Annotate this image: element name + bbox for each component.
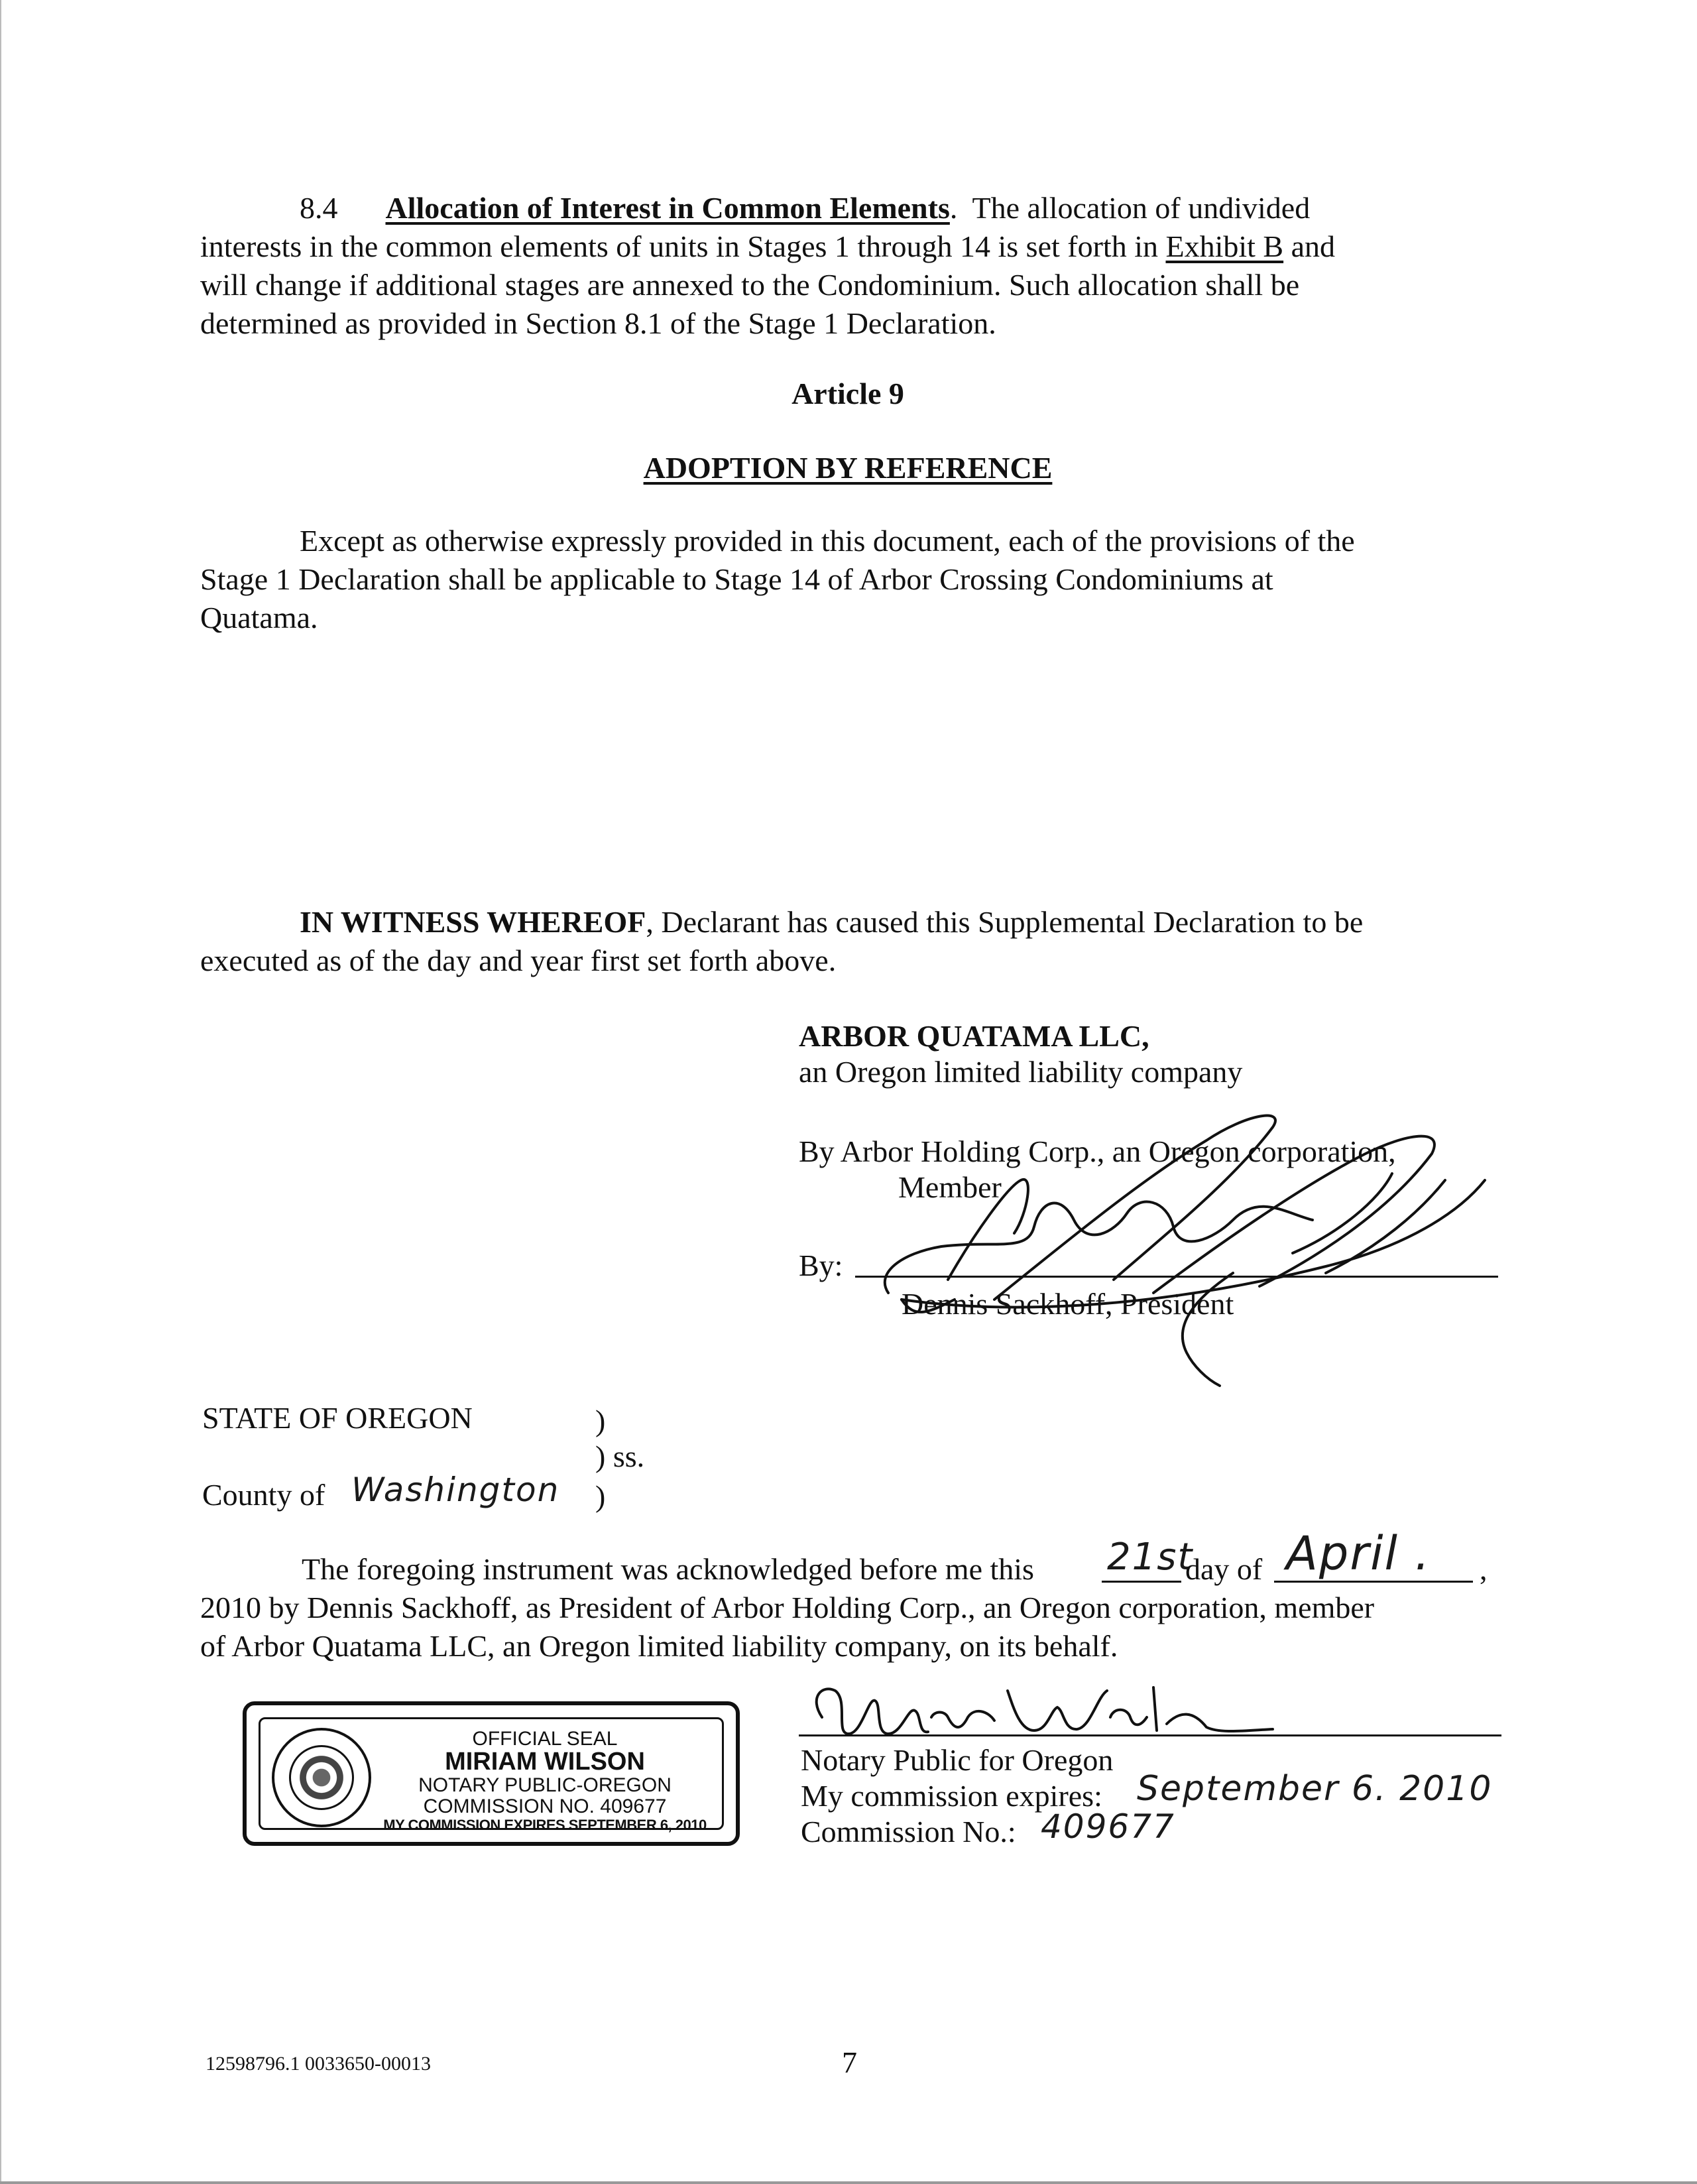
page-number: 7 (842, 2045, 857, 2079)
article-title: Article 9 (791, 377, 904, 410)
ack-line-2: 2010 by Dennis Sackhoff, as President of Arbor Holding Corp., an Oregon corporation, member (200, 1591, 1375, 1624)
section-body-and: and (1291, 229, 1336, 263)
company-description: an Oregon limited liability company (799, 1055, 1243, 1089)
stamp-line-1: OFFICIAL SEAL (472, 1728, 618, 1750)
witness-line-2: executed as of the day and year first set forth above. (200, 943, 837, 977)
section-body-line-1: The allocation of undivided (972, 191, 1311, 225)
venue-paren-3: ) (595, 1479, 606, 1513)
section-body-line-2: interests in the common elements of units in Stages 1 through 14 is set forth in (200, 229, 1158, 263)
witness-line-1: , Declarant has caused this Supplemental Declaration to be (646, 905, 1364, 939)
by-label: By: (799, 1248, 843, 1282)
venue-state: STATE OF OREGON (202, 1401, 473, 1435)
state-seal-emblem (289, 1745, 354, 1810)
by-member-line-1: By Arbor Holding Corp., an Oregon corporation, (799, 1134, 1396, 1168)
ack-line-1b: day of (1185, 1552, 1263, 1586)
county-label: County of (202, 1478, 325, 1512)
footer-doc-id: 12598796.1 0033650-00013 (205, 2053, 431, 2075)
section-body-line-4: determined as provided in Section 8.1 of the Stage 1 Declaration. (200, 306, 996, 340)
stamp-line-4: COMMISSION NO. 409677 (423, 1795, 667, 1817)
venue-paren-1: ) (595, 1404, 606, 1437)
section-8-4: 8.4 Allocation of Interest in Common Elements. The allocation of undivided interests in the common elements of units in Stages 1 through 14 is set forth in Exhibit B and will change if additional stages are annexed to the Condominium. Such allocation shall be determined as provided in Section 8.1 of the Stage 1 Declaration. (200, 189, 1495, 343)
ack-line-1a: The foregoing instrument was acknowledged before me this (302, 1552, 1034, 1586)
stamp-line-5: MY COMMISSION EXPIRES SEPTEMBER 6, 2010 (383, 1817, 707, 1833)
notary-signature (795, 1671, 1286, 1744)
witness-lead: IN WITNESS WHEREOF (300, 905, 646, 939)
notary-expires-label: My commission expires: (801, 1779, 1102, 1813)
ack-day-handwritten: 21st (1107, 1536, 1194, 1579)
by-member-line-2: Member (898, 1170, 1002, 1204)
scan-edge-bottom (0, 2181, 1697, 2184)
ack-day-line (1102, 1581, 1181, 1583)
notary-commission-label: Commission No.: (801, 1815, 1016, 1849)
ack-line-3: of Arbor Quatama LLC, an Oregon limited liability company, on its behalf. (200, 1629, 1118, 1663)
article-body-line-3: Quatama. (200, 601, 318, 635)
section-number: 8.4 (300, 191, 338, 225)
article-body (200, 522, 1495, 637)
venue-ss: ) ss. (595, 1439, 645, 1473)
section-body-line-3: will change if additional stages are annexed to the Condominium. Such allocation shall be (200, 268, 1300, 302)
company-name: ARBOR QUATAMA LLC, (799, 1019, 1149, 1053)
notary-stamp (243, 1701, 740, 1846)
notary-title: Notary Public for Oregon (801, 1743, 1114, 1777)
stamp-line-3: NOTARY PUBLIC-OREGON (418, 1774, 672, 1796)
article-body-line-2: Stage 1 Declaration shall be applicable to Stage 14 of Arbor Crossing Condominiums at (200, 562, 1273, 596)
notary-commission-handwritten: 409677 (1041, 1807, 1175, 1846)
ack-month-line (1274, 1581, 1473, 1583)
president-signature (862, 1101, 1498, 1392)
article-body-line-1: Except as otherwise expressly provided in this document, each of the provisions of the (300, 524, 1355, 558)
signer-name: Dennis Sackhoff, President (902, 1287, 1234, 1321)
section-heading: Allocation of Interest in Common Elements (385, 191, 950, 225)
scan-edge-left (0, 0, 1, 2184)
ack-comma: , (1480, 1552, 1488, 1586)
state-seal (272, 1728, 371, 1827)
exhibit-b-reference: Exhibit B (1165, 229, 1284, 263)
notary-signature-line (799, 1734, 1501, 1736)
stamp-line-2: MIRIAM WILSON (445, 1748, 645, 1776)
county-handwritten: Washington (351, 1471, 560, 1509)
witness-clause (200, 903, 1495, 980)
notary-expires-handwritten: September 6. 2010 (1137, 1769, 1493, 1809)
ack-month-handwritten: April . (1286, 1526, 1431, 1581)
article-subtitle: ADOPTION BY REFERENCE (643, 451, 1053, 485)
